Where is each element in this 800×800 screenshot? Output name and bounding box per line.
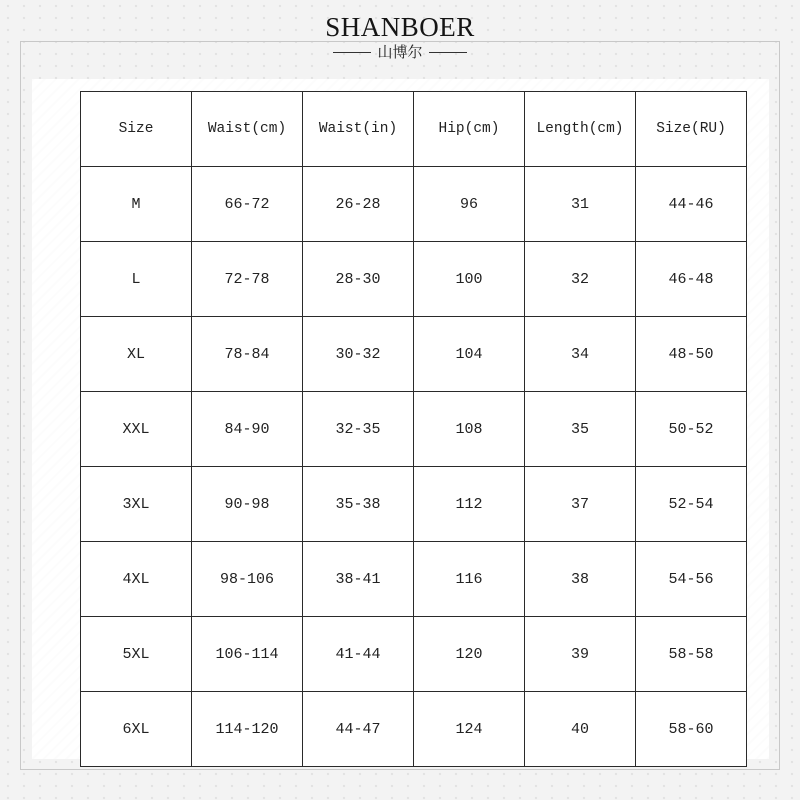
cell-waist-cm: 114-120 [192,692,303,767]
table-row [81,617,747,692]
cell-size: M [81,167,192,242]
cell-size: 4XL [81,542,192,617]
cell-length-cm: 40 [525,692,636,767]
header-length-cm: Length(cm) [525,92,636,167]
cell-waist-in: 26-28 [303,167,414,242]
cell-waist-in: 41-44 [303,617,414,692]
cell-hip-cm: 116 [414,542,525,617]
table-row [81,467,747,542]
cell-length-cm: 34 [525,317,636,392]
cell-waist-cm: 90-98 [192,467,303,542]
cell-length-cm: 31 [525,167,636,242]
cell-hip-cm: 104 [414,317,525,392]
cell-waist-in: 30-32 [303,317,414,392]
table-row [81,242,747,317]
cell-length-cm: 32 [525,242,636,317]
header-waist-in: Waist(in) [303,92,414,167]
cell-size: XL [81,317,192,392]
cell-waist-in: 38-41 [303,542,414,617]
table-row [81,167,747,242]
cell-size: 6XL [81,692,192,767]
cell-size: 5XL [81,617,192,692]
cell-length-cm: 38 [525,542,636,617]
table-header-row [81,92,747,167]
cell-waist-in: 44-47 [303,692,414,767]
cell-hip-cm: 96 [414,167,525,242]
cell-hip-cm: 112 [414,467,525,542]
cell-size: 3XL [81,467,192,542]
brand-name: SHANBOER [325,12,475,42]
cell-hip-cm: 100 [414,242,525,317]
table-row [81,542,747,617]
cell-size: XXL [81,392,192,467]
cell-size-ru: 46-48 [636,242,747,317]
table-row [81,317,747,392]
cell-waist-cm: 72-78 [192,242,303,317]
cell-waist-cm: 66-72 [192,167,303,242]
cell-waist-cm: 84-90 [192,392,303,467]
cell-hip-cm: 108 [414,392,525,467]
header-size-ru: Size(RU) [636,92,747,167]
cell-waist-in: 35-38 [303,467,414,542]
cell-waist-cm: 78-84 [192,317,303,392]
cell-size: L [81,242,192,317]
cell-size-ru: 58-60 [636,692,747,767]
header-hip-cm: Hip(cm) [414,92,525,167]
cell-waist-in: 32-35 [303,392,414,467]
cell-waist-cm: 98-106 [192,542,303,617]
cell-size-ru: 58-58 [636,617,747,692]
cell-waist-cm: 106-114 [192,617,303,692]
cell-size-ru: 54-56 [636,542,747,617]
brand-subtitle: 山博尔 [377,43,423,61]
cell-size-ru: 52-54 [636,467,747,542]
size-chart-table [80,91,747,767]
cell-hip-cm: 120 [414,617,525,692]
table-row [81,392,747,467]
cell-size-ru: 48-50 [636,317,747,392]
cell-size-ru: 50-52 [636,392,747,467]
cell-length-cm: 39 [525,617,636,692]
header-waist-cm: Waist(cm) [192,92,303,167]
cell-length-cm: 35 [525,392,636,467]
cell-size-ru: 44-46 [636,167,747,242]
header-size: Size [81,92,192,167]
cell-hip-cm: 124 [414,692,525,767]
table-row [81,692,747,767]
cell-waist-in: 28-30 [303,242,414,317]
cell-length-cm: 37 [525,467,636,542]
